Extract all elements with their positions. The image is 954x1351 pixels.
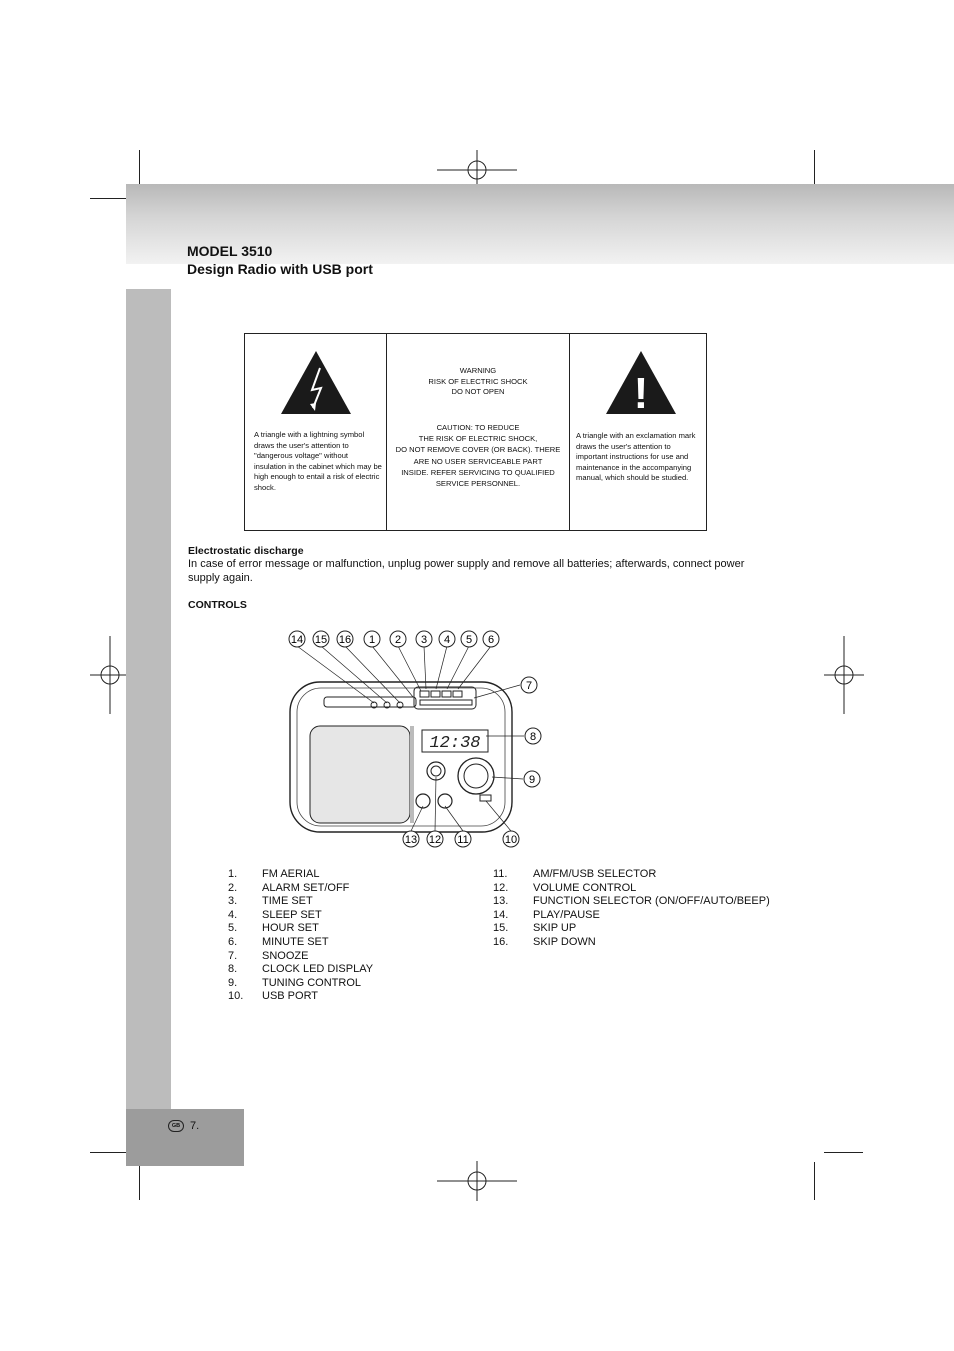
language-badge-icon: GB	[168, 1120, 184, 1132]
list-item: 5. HOUR SET	[228, 922, 319, 935]
page-number-text: 7.	[190, 1120, 200, 1132]
callout-7	[520, 676, 538, 694]
list-item: 7. SNOOZE	[228, 949, 309, 962]
model-title: MODEL 3510	[187, 243, 273, 259]
safety-warning-box	[244, 333, 707, 531]
radio-illustration	[280, 625, 550, 855]
callout-5	[460, 630, 478, 648]
controls-list-left	[228, 868, 373, 1004]
callout-8	[524, 727, 542, 745]
svg-text:10: 10	[504, 834, 518, 846]
callout-13	[402, 830, 420, 848]
svg-text:12: 12	[428, 834, 442, 846]
callout-14	[288, 630, 306, 648]
exclamation-description: A triangle with an exclamation mark draws the user's attention to important instructions for use and maintenance in the accompanying manual, which should be studied.	[576, 431, 696, 482]
callout-12	[426, 830, 444, 848]
svg-text:5: 5	[465, 634, 473, 646]
svg-text:8: 8	[529, 731, 537, 743]
svg-text:7: 7	[525, 680, 533, 692]
exclamation-warning-cell	[570, 334, 706, 530]
clock-display: 12:38	[429, 734, 481, 753]
svg-text:4: 4	[443, 634, 451, 646]
list-item: 13. FUNCTION SELECTOR (ON/OFF/AUTO/BEEP)	[493, 895, 770, 908]
svg-text:2: 2	[394, 634, 402, 646]
list-item: 14. PLAY/PAUSE	[493, 908, 600, 921]
side-band	[126, 289, 171, 1109]
esd-heading: Electrostatic discharge	[188, 545, 304, 557]
svg-text:9: 9	[528, 774, 536, 786]
list-item: 6. MINUTE SET	[228, 935, 329, 948]
callout-11	[454, 830, 472, 848]
crop-mark	[814, 150, 815, 188]
list-item: 3. TIME SET	[228, 895, 313, 908]
callout-10	[502, 830, 520, 848]
caution-text: CAUTION: TO REDUCE THE RISK OF ELECTRIC SHOCK, DO NOT REMOVE COVER (OR BACK). THERE ARE NO USER SERVICEABLE PART INSIDE. REFER SERVICING TO QUALIFIED SERVICE PERSONNEL.	[395, 423, 561, 489]
list-item: 2. ALARM SET/OFF	[228, 881, 350, 894]
list-item: 10. USB PORT	[228, 990, 319, 1003]
crop-mark	[814, 1162, 815, 1200]
callout-9	[523, 770, 541, 788]
crop-mark	[90, 1152, 130, 1153]
warning-text-cell	[387, 334, 570, 530]
svg-text:3: 3	[420, 634, 428, 646]
callout-16	[336, 630, 354, 648]
callout-4	[438, 630, 456, 648]
list-item: 16. SKIP DOWN	[493, 935, 596, 948]
svg-text:13: 13	[404, 834, 418, 846]
exclamation-glyph: !	[633, 369, 649, 416]
list-item: 8. CLOCK LED DISPLAY	[228, 963, 374, 976]
product-subtitle: Design Radio with USB port	[187, 261, 373, 277]
lightning-description: A triangle with a lightning symbol draws the user's attention to "dangerous voltage" without insulation in the cabinet which may be high enough to entail a risk of electric shock.	[254, 430, 382, 492]
list-item: 15. SKIP UP	[493, 922, 577, 935]
callout-6	[482, 630, 500, 648]
registration-mark-bottom	[437, 1161, 517, 1201]
warning-heading: WARNING RISK OF ELECTRIC SHOCK DO NOT OPEN	[428, 366, 528, 396]
list-item: 1. FM AERIAL	[228, 868, 320, 880]
lightning-warning-cell	[245, 334, 387, 530]
svg-text:6: 6	[487, 634, 495, 646]
callout-1	[363, 630, 381, 648]
lightning-triangle-icon	[279, 350, 353, 416]
callout-3	[415, 630, 433, 648]
list-item: 11. AM/FM/USB SELECTOR	[493, 868, 657, 880]
list-item: 12. VOLUME CONTROL	[493, 881, 637, 894]
crop-mark	[139, 1162, 140, 1200]
list-item: 4. SLEEP SET	[228, 908, 322, 921]
svg-text:1: 1	[368, 634, 376, 646]
registration-mark-right	[824, 636, 864, 714]
page-number	[168, 1120, 199, 1132]
crop-mark	[90, 198, 130, 199]
svg-text:15: 15	[314, 634, 328, 646]
callout-15	[312, 630, 330, 648]
footer-band	[126, 1109, 244, 1166]
callout-2	[389, 630, 407, 648]
svg-text:16: 16	[338, 634, 352, 646]
controls-list-right	[493, 868, 770, 950]
svg-text:14: 14	[290, 634, 304, 646]
registration-mark-left	[90, 636, 130, 714]
crop-mark	[139, 150, 140, 188]
page-title	[187, 242, 373, 278]
exclamation-triangle-icon	[604, 350, 678, 416]
esd-text: In case of error message or malfunction, unplug power supply and remove all batteries; afterwards, connect power supply again.	[188, 558, 745, 584]
svg-text:11: 11	[457, 834, 469, 846]
crop-mark	[824, 1152, 863, 1153]
list-item: 9. TUNING CONTROL	[228, 976, 361, 989]
controls-heading: CONTROLS	[188, 599, 247, 611]
